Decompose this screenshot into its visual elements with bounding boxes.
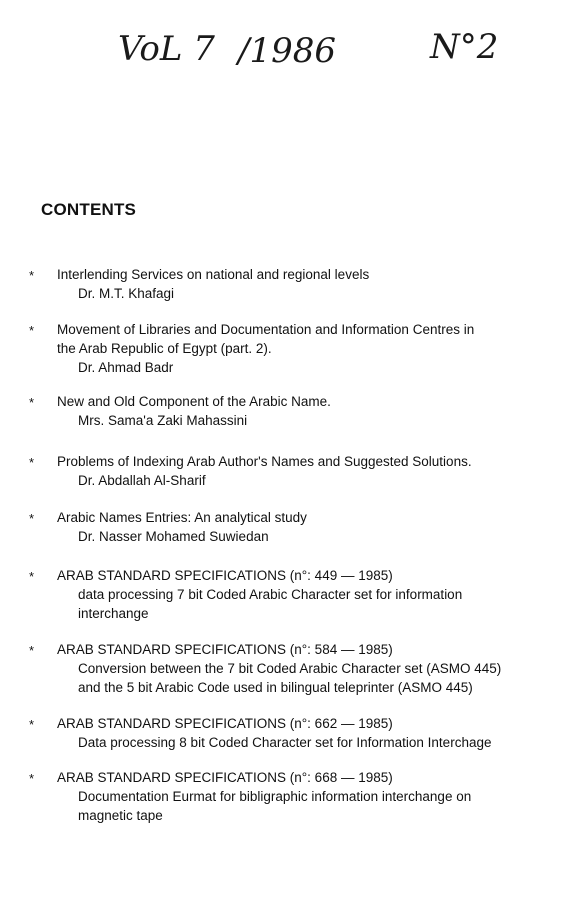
entry-detail-line: Dr. M.T. Khafagi (78, 286, 175, 301)
handwritten-volume: VoL 7 (118, 29, 215, 69)
entry-detail-line: data processing 7 bit Coded Arabic Character set for information (78, 587, 463, 602)
handwritten-number: N°2 (430, 27, 499, 67)
bullet-marker: * (29, 395, 35, 410)
entry-title-line: the Arab Republic of Egypt (part. 2). (57, 341, 272, 356)
contents-heading: CONTENTS (41, 200, 137, 219)
bullet-marker: * (29, 569, 35, 584)
entry-title-line: ARAB STANDARD SPECIFICATIONS (n°: 449 — 1985) (57, 568, 393, 583)
entry-title-line: ARAB STANDARD SPECIFICATIONS (n°: 584 — 1985) (57, 642, 393, 657)
entry-detail-line: Dr. Abdallah Al-Sharif (78, 473, 206, 488)
entry-detail-line: Documentation Eurmat for bibligraphic information interchange on (78, 789, 472, 804)
bullet-marker: * (29, 268, 35, 283)
entry-title-line: Problems of Indexing Arab Author's Names and Suggested Solutions. (57, 454, 472, 469)
handwritten-year: /1986 (238, 31, 336, 71)
entry-detail-line: interchange (78, 606, 149, 621)
bullet-marker: * (29, 717, 35, 732)
entry-title-line: ARAB STANDARD SPECIFICATIONS (n°: 662 — 1985) (57, 716, 393, 731)
entry-title-line: Movement of Libraries and Documentation and Information Centres in (57, 322, 475, 337)
entry-title-line: Interlending Services on national and regional levels (57, 267, 370, 282)
entry-detail-line: Dr. Nasser Mohamed Suwiedan (78, 529, 269, 544)
bullet-marker: * (29, 455, 35, 470)
entry-title-line: New and Old Component of the Arabic Name. (57, 394, 331, 409)
entry-title-line: Arabic Names Entries: An analytical study (57, 510, 307, 525)
entry-detail-line: Dr. Ahmad Badr (78, 360, 174, 375)
bullet-marker: * (29, 511, 35, 526)
entry-detail-line: Data processing 8 bit Coded Character set for Information Interchage (78, 735, 492, 750)
entry-title-line: ARAB STANDARD SPECIFICATIONS (n°: 668 — 1985) (57, 770, 393, 785)
bullet-marker: * (29, 643, 35, 658)
bullet-marker: * (29, 771, 35, 786)
entry-detail-line: Conversion between the 7 bit Coded Arabic Character set (ASMO 445) (78, 661, 502, 676)
entry-detail-line: Mrs. Sama'a Zaki Mahassini (78, 413, 248, 428)
entry-detail-line: magnetic tape (78, 808, 163, 823)
bullet-marker: * (29, 323, 35, 338)
entry-detail-line: and the 5 bit Arabic Code used in bilingual teleprinter (ASMO 445) (78, 680, 473, 695)
